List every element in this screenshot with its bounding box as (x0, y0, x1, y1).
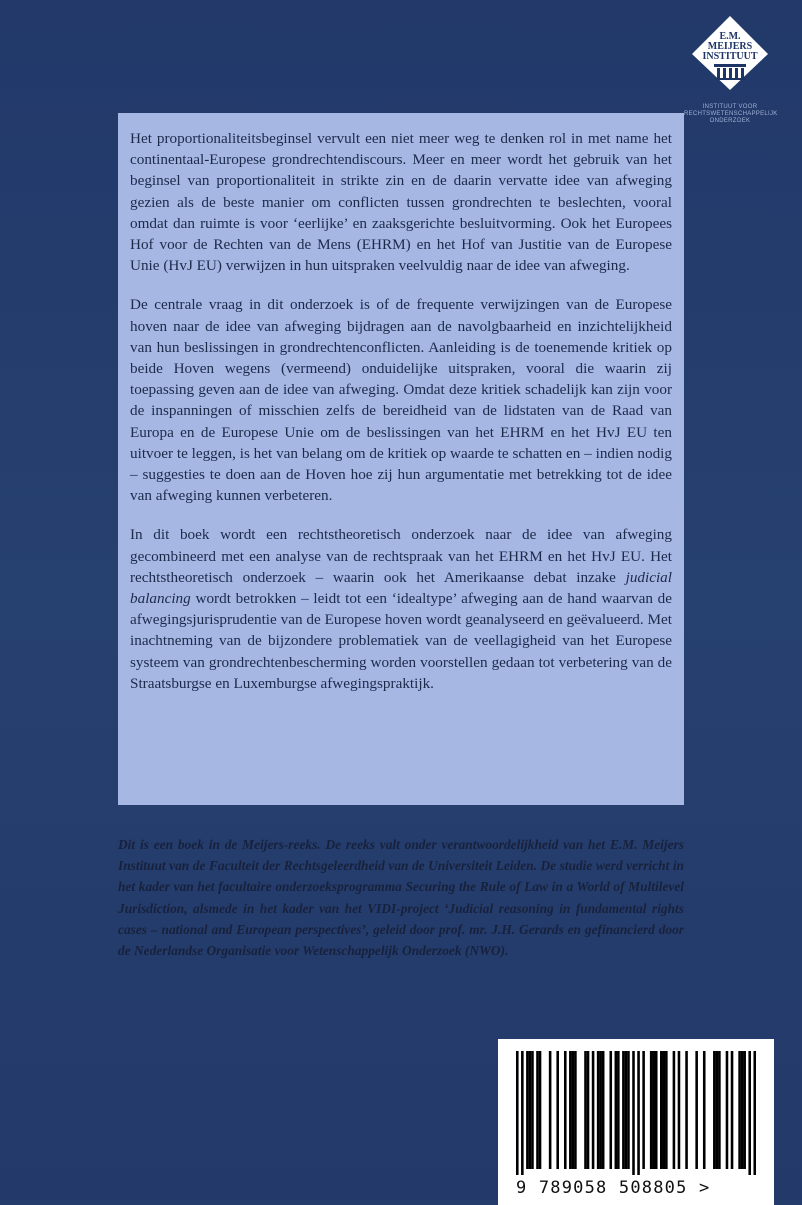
barcode-bar (726, 1051, 729, 1169)
blurb-paragraph-1: Het proportionaliteitsbeginsel vervult een niet meer weg te denken rol in met name het continentaal-Europese grondrechtendiscours. Meer en meer wordt het gebruik van het beginsel van proportionaliteit in strikte zin en de daarin vervatte idee van afweging gezien als de beste manier om conflicten tussen grondrechten te beslechten, vooral omdat dan ruimte is voor ‘eerlijke’ en zaaksgerichte besluitvorming. Ook het Europees Hof voor de Rechten van de Mens (EHRM) en het Hof van Justitie van de Europese Unie (HvJ EU) verwijzen in hun uitspraken veelvuldig naar de idee van afweging. (130, 130, 672, 275)
temple-columns-icon (714, 64, 746, 80)
barcode-bar (516, 1051, 519, 1175)
barcode-bar (529, 1051, 532, 1169)
barcode-bar (584, 1051, 587, 1169)
barcode-bar (615, 1051, 618, 1169)
barcode-bar (650, 1051, 653, 1169)
barcode-bar (599, 1051, 602, 1169)
barcode-bar (678, 1051, 681, 1169)
barcode-bar (673, 1051, 676, 1169)
meijers-institute-logo (690, 14, 770, 92)
barcode-bar (748, 1051, 751, 1175)
barcode-bar (632, 1051, 635, 1175)
series-note: Dit is een boek in de Meijers-reeks. De reeks valt onder verantwoordelijkheid van het E.M. Meijers Instituut van de Faculteit der Rechtsgeleerdheid van de Universiteit Leiden. De studie werd verricht in het kader van het facultaire onderzoeksprogramma Securing the Rule of Law in a World of Multilevel Jurisdiction, alsmede in het kader van het VIDI-project ‘Judicial reasoning in fundamental rights cases – national and European perspectives’, geleid door prof. mr. J.H. Gerards en gefinancierd door de Nederlandse Organisatie voor Wetenschappelijk Onderzoek (NWO). (118, 837, 684, 959)
logo-line-2: MEIJERS (707, 41, 753, 52)
barcode-bar (592, 1051, 595, 1169)
blurb-p3-start: In dit boek wordt een rechtstheoretisch onderzoek naar de idee van afweging gecombineerd met een analyse van de rechtspraak van het EHRM en het HvJ EU. Het rechtstheoretisch onderzoek – waarin ook het Amerikaanse debat inzake (130, 526, 672, 586)
blurb-paragraph-3 (130, 524, 672, 694)
barcode-bar (652, 1051, 655, 1169)
barcode-bar (556, 1051, 559, 1169)
logo-sub-line-1: INSTITUUT VOOR (702, 104, 758, 110)
logo-line-3: INSTITUUT (702, 51, 758, 62)
barcode-bar (539, 1051, 542, 1169)
barcode-bar (549, 1051, 552, 1169)
barcode-bar (718, 1051, 721, 1169)
barcode-bar (731, 1051, 734, 1169)
blurb-paragraph-2: De centrale vraag in dit onderzoek is of de frequente verwijzingen van de Europese hoven naar de idee van afweging bijdragen aan de navolgbaarheid en inzichtelijkheid van hun beslissingen in grondrechtenconflicten. Aanleiding is de toenemende kritiek op beide Hoven wegens (vermeend) onduidelijke uitspraken, vooral die waarin zij toepassing geven aan de idee van afweging. Omdat deze kritiek schadelijk kan zijn voor de inspanningen of misschien zelfs de bereidheid van de lidstaten van de Raad van Europa en de Europese Unie om de beslissingen van het EHRM en het HvJ EU ten uitvoer te leggen, is het van belang om de kritiek op waarde te schatten en – indien nodig – suggesties te doen aan de Hoven hoe zij hun argumentatie met betrekking tot de idee van afweging kunnen verbeteren. (130, 296, 672, 505)
blurb-p3-end: wordt betrokken – leidt tot een ‘idealtype’ afweging aan de hand waarvan de afwegingsjurisprudentie van de Europese hoven wordt geanalyseerd en geëvalueerd. Met inachtneming van de bijzondere problematiek van de veellagigheid van het Europese systeem van grondrechtenbescherming worden voorstellen gedaan tot verbetering van de Straatsburgse en Luxemburgse afwegingspraktijk. (130, 590, 672, 692)
blurb-text (130, 128, 672, 712)
logo-wordmark (690, 32, 770, 62)
barcode-bar (743, 1051, 746, 1169)
logo-sub-line-2: RECHTSWETENSCHAPPELIJK (684, 111, 778, 117)
barcode-bar (655, 1051, 658, 1169)
barcode-bar (597, 1051, 600, 1169)
barcode-bar (713, 1051, 716, 1169)
barcode-bar (531, 1051, 534, 1169)
blurb-p3-italic: judicial balancing (130, 568, 672, 608)
barcode-bars (516, 1051, 756, 1175)
barcode-bar (627, 1051, 630, 1169)
barcode-bar (642, 1051, 645, 1169)
barcode-bar (609, 1051, 612, 1169)
barcode-bar (695, 1051, 698, 1169)
barcode-bar (665, 1051, 668, 1169)
barcode-bar (685, 1051, 688, 1169)
logo-subtitle (684, 104, 776, 125)
barcode-bar (587, 1051, 590, 1169)
barcode-bar (572, 1051, 575, 1169)
barcode-bar (625, 1051, 628, 1169)
barcode-bar (738, 1051, 741, 1169)
barcode-bar (564, 1051, 567, 1169)
logo-line-1: E.M. (719, 31, 741, 42)
barcode-bar (716, 1051, 719, 1169)
barcode-bar (703, 1051, 706, 1169)
barcode-bar (637, 1051, 640, 1175)
barcode-bar (660, 1051, 663, 1169)
barcode-bar (521, 1051, 524, 1175)
barcode-bar (617, 1051, 620, 1169)
barcode-bar (753, 1051, 756, 1175)
barcode-bar (663, 1051, 666, 1169)
logo-sub-line-3: ONDERZOEK (709, 118, 751, 124)
barcode-bar (622, 1051, 625, 1169)
barcode-bar (574, 1051, 577, 1169)
isbn-number: 9 789058 508805 > (516, 1178, 711, 1198)
barcode-bar (741, 1051, 744, 1169)
barcode-bar (526, 1051, 529, 1169)
barcode-bar (602, 1051, 605, 1169)
barcode (498, 1039, 774, 1205)
barcode-bar (536, 1051, 539, 1169)
barcode-bar (569, 1051, 572, 1169)
